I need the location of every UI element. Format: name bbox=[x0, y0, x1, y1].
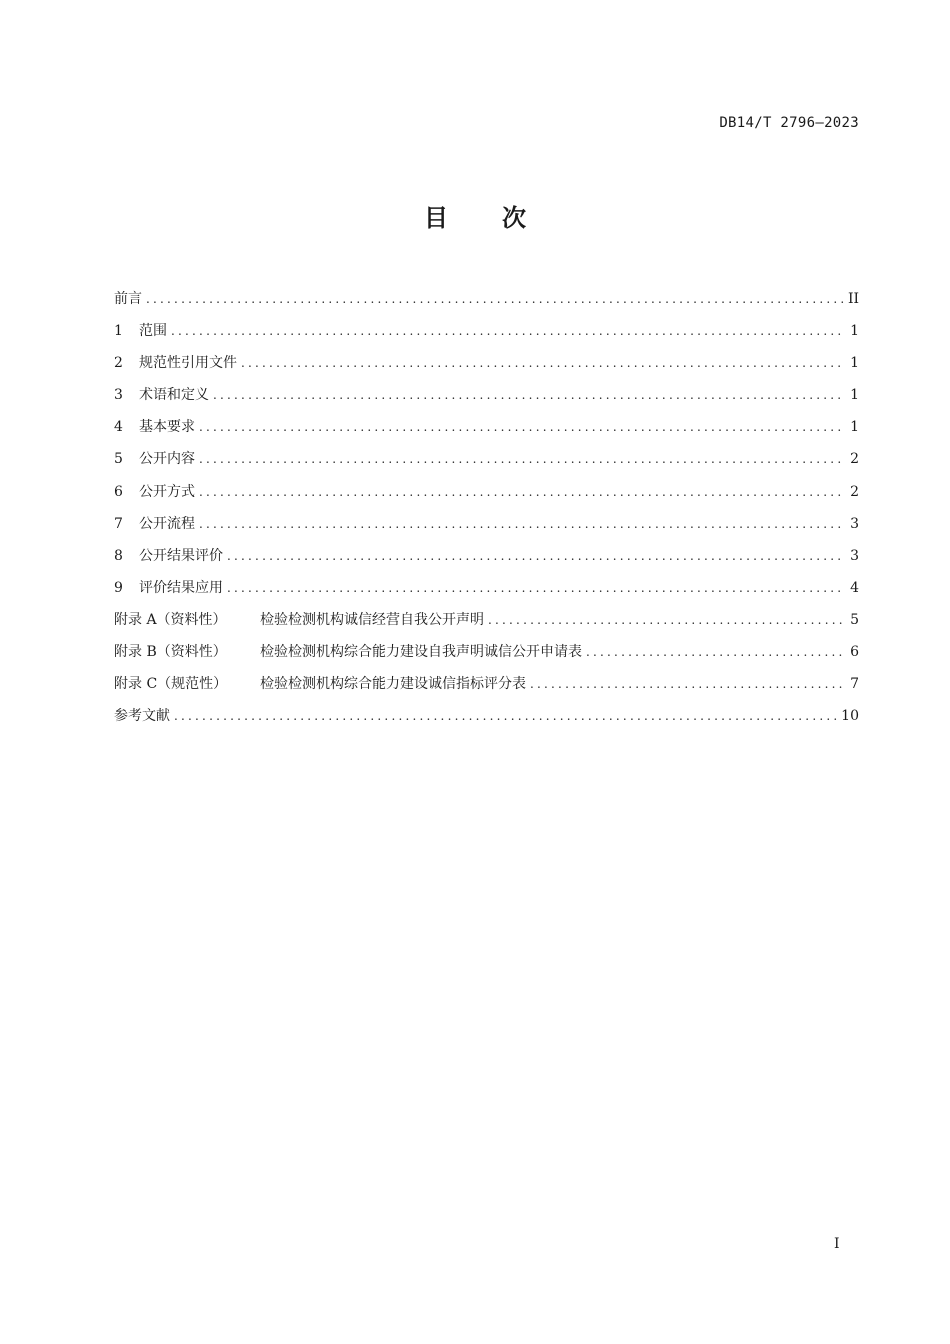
toc-dot-leader bbox=[199, 508, 845, 540]
page-title bbox=[0, 198, 950, 233]
toc-entry-title: 公开方式 bbox=[139, 483, 195, 500]
toc-entry-title: 公开内容 bbox=[139, 451, 195, 468]
toc-entry-title: 公开结果评价 bbox=[139, 547, 223, 564]
toc-entry-page: 10 bbox=[841, 708, 859, 725]
toc-entry-number: 2 bbox=[114, 355, 123, 372]
toc-entry-appendix-b[interactable] bbox=[114, 636, 859, 668]
toc-entry-3[interactable] bbox=[114, 379, 859, 411]
toc-entry-5[interactable] bbox=[114, 443, 859, 475]
toc-dot-leader bbox=[586, 636, 845, 668]
toc-appendix-label: 附录 C（规范性） bbox=[114, 676, 228, 693]
toc-dot-leader bbox=[227, 540, 845, 572]
toc-entry-title: 参考文献 bbox=[114, 708, 170, 725]
toc-entry-page: 3 bbox=[850, 515, 859, 532]
toc-entry-6[interactable] bbox=[114, 476, 859, 508]
toc-entry-number: 3 bbox=[114, 387, 123, 404]
toc-entry-number: 6 bbox=[114, 483, 123, 500]
page-number: I bbox=[834, 1236, 840, 1252]
toc-entry-title: 检验检测机构诚信经营自我公开声明 bbox=[260, 611, 484, 628]
toc-entry-4[interactable] bbox=[114, 411, 859, 443]
toc-entry-page: 1 bbox=[850, 323, 859, 340]
toc-entry-title: 检验检测机构综合能力建设诚信指标评分表 bbox=[260, 676, 526, 693]
toc-entry-page: 4 bbox=[850, 579, 859, 596]
toc-entry-page: 3 bbox=[850, 547, 859, 564]
toc-entry-page: 5 bbox=[850, 611, 859, 628]
table-of-contents bbox=[114, 283, 859, 732]
toc-dot-leader bbox=[199, 443, 845, 475]
toc-entry-number: 4 bbox=[114, 419, 123, 436]
toc-entry-8[interactable] bbox=[114, 540, 859, 572]
toc-entry-9[interactable] bbox=[114, 572, 859, 604]
toc-entry-page: 7 bbox=[850, 676, 859, 693]
toc-entry-page: 1 bbox=[850, 355, 859, 372]
toc-dot-leader bbox=[227, 572, 845, 604]
toc-dot-leader bbox=[199, 476, 845, 508]
toc-entry-page: II bbox=[847, 291, 859, 307]
toc-entry-page: 2 bbox=[850, 483, 859, 500]
toc-entry-number: 9 bbox=[114, 579, 123, 596]
toc-entry-title: 术语和定义 bbox=[139, 387, 209, 404]
toc-dot-leader bbox=[174, 700, 837, 732]
toc-entry-page: 6 bbox=[850, 644, 859, 661]
toc-entry-number: 8 bbox=[114, 547, 123, 564]
toc-entry-page: 2 bbox=[850, 451, 859, 468]
toc-dot-leader bbox=[146, 283, 844, 315]
toc-entry-page: 1 bbox=[850, 419, 859, 436]
toc-entry-number: 7 bbox=[114, 515, 123, 532]
toc-appendix-label: 附录 A（资料性） bbox=[114, 611, 227, 628]
toc-entry-7[interactable] bbox=[114, 508, 859, 540]
toc-dot-leader bbox=[241, 347, 845, 379]
toc-dot-leader bbox=[530, 668, 845, 700]
toc-entry-2[interactable] bbox=[114, 347, 859, 379]
toc-entry-title: 检验检测机构综合能力建设自我声明诚信公开申请表 bbox=[260, 644, 582, 661]
toc-entry-number: 5 bbox=[114, 451, 123, 468]
toc-entry-title: 范围 bbox=[139, 323, 167, 340]
standard-code: DB14/T 2796—2023 bbox=[719, 115, 859, 131]
toc-entry-appendix-a[interactable] bbox=[114, 604, 859, 636]
toc-entry-page: 1 bbox=[850, 387, 859, 404]
title-char-1: 目 bbox=[424, 204, 448, 232]
toc-dot-leader bbox=[171, 315, 845, 347]
toc-dot-leader bbox=[488, 604, 845, 636]
toc-dot-leader bbox=[213, 379, 845, 411]
toc-entry-foreword[interactable] bbox=[114, 283, 859, 315]
toc-entry-appendix-c[interactable] bbox=[114, 668, 859, 700]
toc-dot-leader bbox=[199, 411, 845, 443]
toc-entry-title: 基本要求 bbox=[139, 419, 195, 436]
toc-entry-number: 1 bbox=[114, 323, 123, 340]
toc-entry-title: 评价结果应用 bbox=[139, 579, 223, 596]
toc-entry-1[interactable] bbox=[114, 315, 859, 347]
toc-entry-title: 公开流程 bbox=[139, 515, 195, 532]
toc-entry-title: 前言 bbox=[114, 291, 142, 307]
title-char-2: 次 bbox=[502, 204, 526, 232]
toc-appendix-label: 附录 B（资料性） bbox=[114, 644, 227, 661]
toc-entry-title: 规范性引用文件 bbox=[139, 355, 237, 372]
toc-entry-bibliography[interactable] bbox=[114, 700, 859, 732]
